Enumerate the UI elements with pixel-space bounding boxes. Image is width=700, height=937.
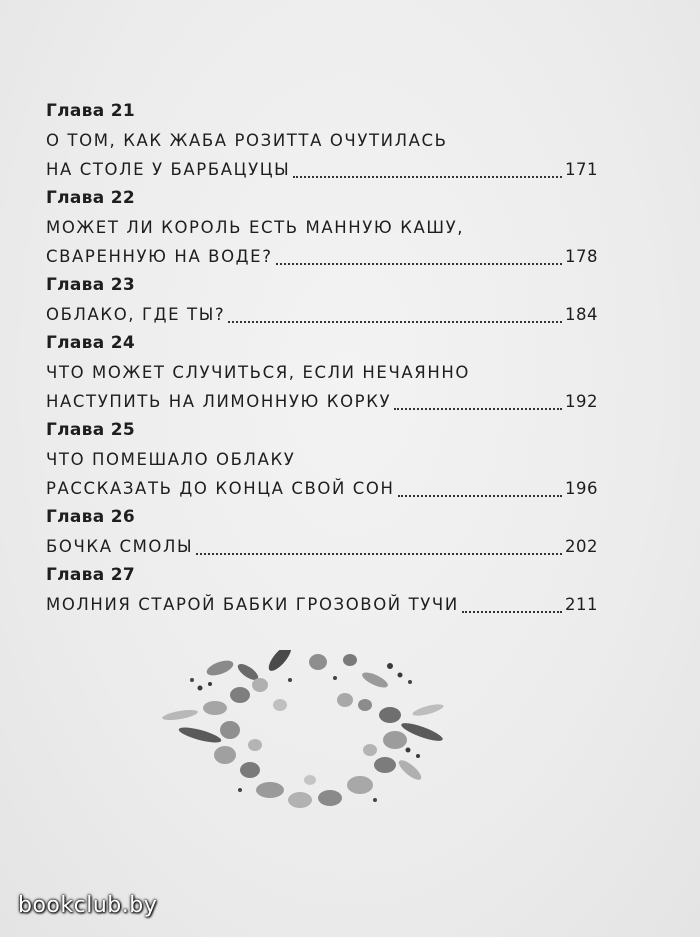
dot-leader: [462, 611, 562, 613]
chapter-title-text: МОЛНИЯ СТАРОЙ БАБКИ ГРОЗОВОЙ ТУЧИ: [46, 595, 459, 614]
chapter-title-line: [46, 474, 598, 503]
toc-entry-21[interactable]: [46, 97, 598, 184]
chapter-title-text: НАСТУПИТЬ НА ЛИМОННУЮ КОРКУ: [46, 392, 392, 411]
chapter-label: Глава 24: [46, 333, 135, 353]
chapter-title-text: ОБЛАКО, ГДЕ ТЫ?: [46, 305, 226, 324]
toc-entry-25[interactable]: [46, 416, 598, 503]
chapter-title-text: СВАРЕННУЮ НА ВОДЕ?: [46, 247, 273, 266]
dot-leader: [293, 176, 562, 178]
chapter-title-text: БОЧКА СМОЛЫ: [46, 537, 194, 556]
chapter-title-line: [46, 242, 598, 271]
chapter-title-text: МОЖЕТ ЛИ КОРОЛЬ ЕСТЬ МАННУЮ КАШУ,: [46, 218, 465, 237]
chapter-title-line: [46, 126, 598, 155]
chapter-title-text: О ТОМ, КАК ЖАБА РОЗИТТА ОЧУТИЛАСЬ: [46, 131, 448, 150]
page-number: 178: [565, 247, 598, 266]
page-number: 196: [565, 479, 598, 498]
chapter-title-line: [46, 532, 598, 561]
chapter-label: Глава 22: [46, 188, 135, 208]
chapter-label: Глава 23: [46, 275, 135, 295]
toc-entry-27[interactable]: [46, 561, 598, 619]
chapter-title-line: [46, 300, 598, 329]
chapter-title-line: [46, 358, 598, 387]
page-number: 184: [565, 305, 598, 324]
toc-entry-22[interactable]: [46, 184, 598, 271]
toc-entry-26[interactable]: [46, 503, 598, 561]
chapter-label: Глава 26: [46, 507, 135, 527]
chapter-title-text: ЧТО МОЖЕТ СЛУЧИТЬСЯ, ЕСЛИ НЕЧАЯННО: [46, 363, 470, 382]
dot-leader: [394, 408, 562, 410]
table-of-contents: [46, 97, 598, 619]
chapter-title-line: [46, 387, 598, 416]
chapter-title-line: [46, 590, 598, 619]
dot-leader: [398, 495, 563, 497]
bookclub-watermark: bookclub.by: [18, 893, 158, 918]
dot-leader: [276, 263, 562, 265]
page-number: 171: [565, 160, 598, 179]
dot-leader: [228, 321, 562, 323]
page-number: 202: [565, 537, 598, 556]
page-number: 192: [565, 392, 598, 411]
floral-wreath-illustration: [160, 650, 450, 815]
chapter-title-text: РАССКАЗАТЬ ДО КОНЦА СВОЙ СОН: [46, 479, 395, 498]
chapter-label: Глава 27: [46, 565, 135, 585]
page-number: 211: [565, 595, 598, 614]
toc-entry-24[interactable]: [46, 329, 598, 416]
chapter-title-text: ЧТО ПОМЕШАЛО ОБЛАКУ: [46, 450, 296, 469]
chapter-title-line: [46, 155, 598, 184]
chapter-title-text: НА СТОЛЕ У БАРБАЦУЦЫ: [46, 160, 291, 179]
chapter-label: Глава 21: [46, 101, 135, 121]
toc-entry-23[interactable]: [46, 271, 598, 329]
chapter-title-line: [46, 213, 598, 242]
chapter-label: Глава 25: [46, 420, 135, 440]
chapter-title-line: [46, 445, 598, 474]
dot-leader: [196, 553, 562, 555]
